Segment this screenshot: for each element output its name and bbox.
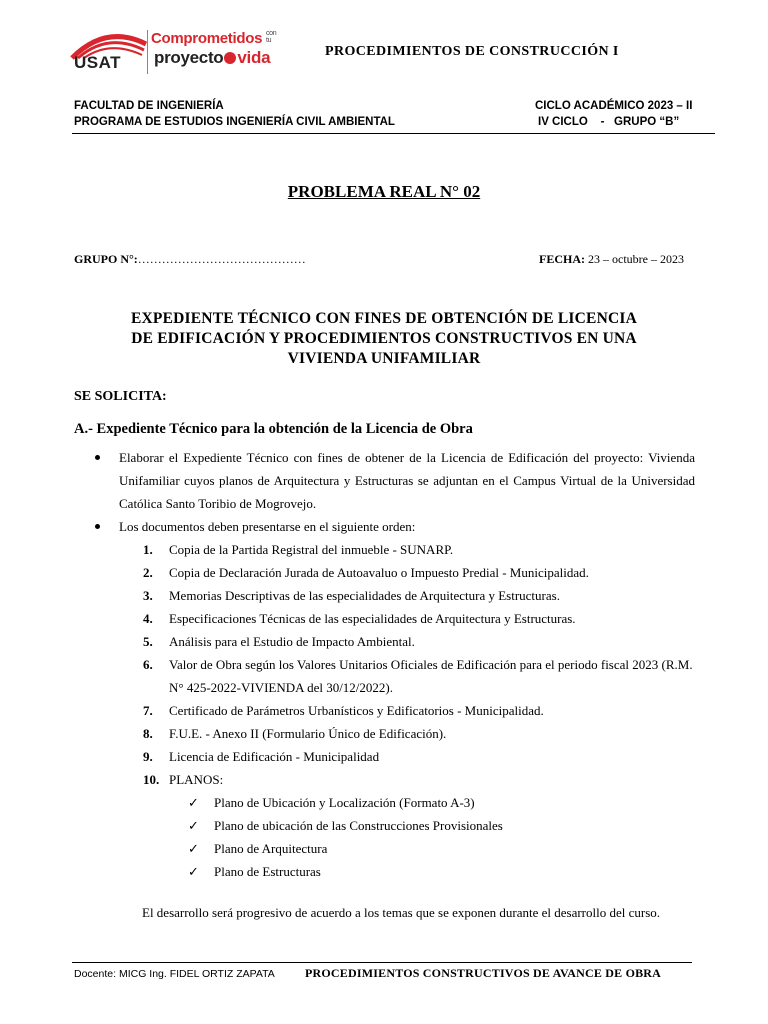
plano-item: ✓ Plano de ubicación de las Construcciones Provisionales	[188, 818, 503, 833]
closing-paragraph: El desarrollo será progresivo de acuerdo a los temas que se exponen durante el desarrollo del curso.	[142, 905, 661, 920]
se-solicita-heading: SE SOLICITA:	[74, 389, 167, 404]
logo-slogan-small: con tu	[265, 30, 277, 44]
numbered-item: 2. Copia de Declaración Jurada de Autoavaluo o Impuesto Predial - Municipalidad.	[143, 565, 589, 580]
logo-slogan-line1: Comprometidos con tu	[151, 30, 280, 47]
program-name: PROGRAMA DE ESTUDIOS INGENIERÍA CIVIL AMBIENTAL	[74, 116, 395, 128]
date-field: FECHA: 23 – octubre – 2023	[539, 252, 684, 266]
bullet-icon	[95, 455, 100, 460]
numbered-item: 1. Copia de la Partida Registral del inmueble - SUNARP.	[143, 542, 454, 557]
check-icon: ✓	[188, 864, 199, 879]
plano-item: ✓ Plano de Estructuras	[188, 864, 321, 879]
footer-docente: Docente: MICG Ing. FIDEL ORTIZ ZAPATA	[74, 968, 275, 980]
university-logo	[70, 28, 280, 78]
cycle-group: IV CICLO - GRUPO “B”	[538, 116, 680, 128]
numbered-item: 7. Certificado de Parámetros Urbanísticos y Edificatorios - Municipalidad.	[143, 703, 544, 718]
main-title: EXPEDIENTE TÉCNICO CON FINES DE OBTENCIÓN DE LICENCIA DE EDIFICACIÓN Y PROCEDIMIENTOS CONSTRUCTIVOS EN UNA VIVIENDA UNIFAMILIAR	[131, 310, 637, 367]
bullet-icon	[95, 524, 100, 529]
numbered-item: 6. Valor de Obra según los Valores Unitarios Oficiales de Edificación para el periodo fiscal 2023 (R.M. N° 425-2022-VIVIENDA del 30/12/2022).	[143, 657, 693, 695]
section-a-heading: A.- Expediente Técnico para la obtención de la Licencia de Obra	[74, 421, 473, 437]
numbered-item: 8. F.U.E. - Anexo II (Formulario Único de Edificación).	[143, 726, 447, 741]
plano-item: ✓ Plano de Arquitectura	[188, 841, 328, 856]
academic-cycle: CICLO ACADÉMICO 2023 – II	[535, 100, 693, 112]
bullet-item: Elaborar el Expediente Técnico con fines de obtener de la Licencia de Edificación del proyecto: Vivienda Unifamiliar cuyos planos de Arquitectura y Estructuras se adjuntan en el Campus Virtual de la Universidad Católica Santo Toribio de Mogrovejo.	[119, 450, 695, 511]
numbered-item: 10. PLANOS:	[143, 772, 224, 787]
footer-title: PROCEDIMIENTOS CONSTRUCTIVOS DE AVANCE DE OBRA	[305, 966, 662, 980]
numbered-item: 5. Análisis para el Estudio de Impacto Ambiental.	[143, 634, 415, 649]
logo-brand: USAT	[74, 53, 122, 72]
problem-title: PROBLEMA REAL N° 02	[287, 182, 481, 201]
plano-item: ✓ Plano de Ubicación y Localización (Formato A-3)	[188, 795, 475, 810]
check-icon: ✓	[188, 841, 199, 856]
header-divider	[72, 133, 715, 134]
check-icon: ✓	[188, 818, 199, 833]
bullet-item: Los documentos deben presentarse en el siguiente orden:	[119, 519, 416, 534]
logo-divider	[147, 30, 148, 74]
check-icon: ✓	[188, 795, 199, 810]
course-title: PROCEDIMIENTOS DE CONSTRUCCIÓN I	[325, 44, 619, 59]
logo-badge-icon	[224, 52, 236, 64]
logo-slogan-line2: proyecto vida	[154, 48, 271, 67]
numbered-item: 3. Memorias Descriptivas de las especialidades de Arquitectura y Estructuras.	[143, 588, 560, 603]
faculty-name: FACULTAD DE INGENIERÍA	[74, 100, 224, 112]
footer-divider	[72, 962, 692, 963]
numbered-item: 4. Especificaciones Técnicas de las especialidades de Arquitectura y Estructuras.	[143, 611, 576, 626]
numbered-item: 9. Licencia de Edificación - Municipalidad	[143, 749, 380, 764]
group-field: GRUPO N°:……………………………………	[74, 252, 306, 266]
